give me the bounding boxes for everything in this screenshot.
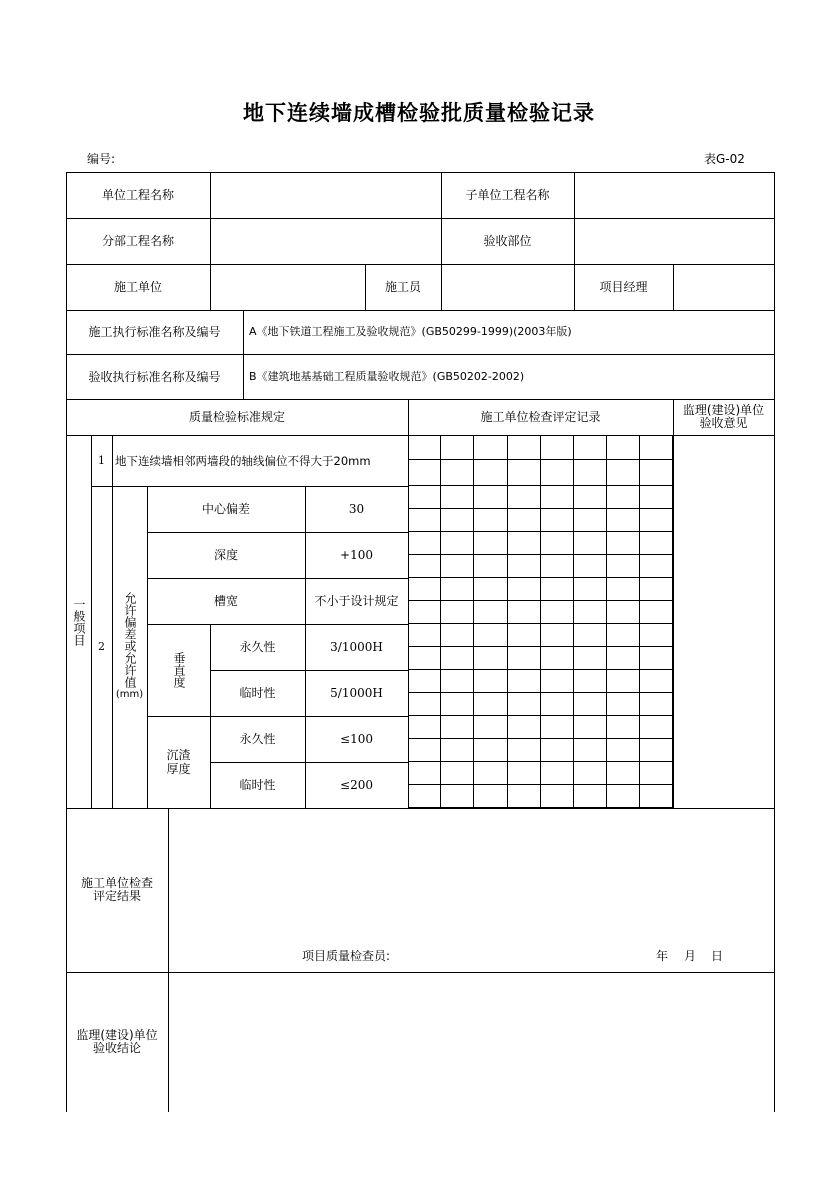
item1-text: 地下连续墙相邻两墙段的轴线偏位不得大于20mm (115, 453, 371, 468)
date-day: 日 (711, 949, 724, 963)
record-cell[interactable] (441, 601, 474, 624)
record-cell[interactable] (508, 716, 541, 739)
conclusion-label: 监理(建设)单位 验收结论 (76, 1028, 158, 1055)
record-cell[interactable] (541, 460, 574, 486)
record-cell[interactable] (541, 435, 574, 460)
record-cell[interactable] (408, 486, 441, 509)
supervision-opinion-line1: 监理(建设)单位 (682, 403, 765, 417)
record-cell[interactable] (541, 693, 574, 716)
record-cell[interactable] (408, 601, 441, 624)
record-cell[interactable] (640, 601, 673, 624)
record-cell[interactable] (408, 578, 441, 601)
date-year: 年 (656, 949, 669, 963)
result-label: 施工单位检查 评定结果 (80, 876, 153, 903)
record-cell[interactable] (607, 532, 640, 555)
record-cell[interactable] (408, 435, 441, 460)
record-cell[interactable] (474, 716, 508, 739)
record-cell[interactable] (408, 460, 441, 486)
record-cell[interactable] (474, 509, 508, 532)
record-cell[interactable] (574, 578, 607, 601)
record-cell[interactable] (640, 509, 673, 532)
record-cell[interactable] (640, 670, 673, 693)
record-cell[interactable] (474, 739, 508, 762)
record-cell[interactable] (408, 624, 441, 647)
record-cell[interactable] (508, 647, 541, 670)
record-cell[interactable] (441, 785, 474, 808)
verticality-temporary-name: 临时性 (239, 686, 276, 700)
record-cell[interactable] (508, 460, 541, 486)
verticality-label: 垂直度 (172, 652, 186, 688)
record-cell[interactable] (408, 670, 441, 693)
record-cell[interactable] (574, 435, 607, 460)
record-cell[interactable] (541, 509, 574, 532)
record-cell[interactable] (408, 693, 441, 716)
record-cell[interactable] (441, 739, 474, 762)
record-cell[interactable] (441, 460, 474, 486)
row-width-name: 槽宽 (213, 594, 238, 608)
division-project-field[interactable] (211, 219, 441, 264)
division-project-label: 分部工程名称 (101, 234, 174, 248)
row-depth-name: 深度 (213, 548, 238, 562)
row-width-value: 不小于设计规定 (314, 594, 399, 608)
record-cell[interactable] (441, 555, 474, 578)
row-depth-value: +100 (340, 548, 373, 562)
conclusion-field[interactable] (169, 973, 774, 1112)
supervision-opinion-line2: 验收意见 (699, 416, 748, 430)
record-cell[interactable] (640, 785, 673, 808)
record-cell[interactable] (607, 693, 640, 716)
constructor-field[interactable] (442, 265, 574, 310)
record-cell[interactable] (574, 739, 607, 762)
record-cell[interactable] (640, 624, 673, 647)
record-cell[interactable] (508, 670, 541, 693)
record-cell[interactable] (441, 486, 474, 509)
record-cell[interactable] (640, 486, 673, 509)
record-cell[interactable] (474, 578, 508, 601)
record-cell[interactable] (640, 739, 673, 762)
record-cell[interactable] (508, 785, 541, 808)
record-cell[interactable] (607, 555, 640, 578)
record-cell[interactable] (508, 693, 541, 716)
record-cell[interactable] (441, 532, 474, 555)
record-cell[interactable] (474, 435, 508, 460)
record-cell[interactable] (474, 762, 508, 785)
construction-unit-label: 施工单位 (113, 280, 162, 294)
record-cell[interactable] (474, 555, 508, 578)
record-cell[interactable] (508, 555, 541, 578)
sediment-permanent-value: ≤100 (340, 732, 373, 746)
record-cell[interactable] (640, 435, 673, 460)
verticality-permanent-name: 永久性 (239, 640, 276, 654)
record-cell[interactable] (408, 739, 441, 762)
record-cell[interactable] (441, 578, 474, 601)
record-cell[interactable] (474, 532, 508, 555)
record-cell[interactable] (508, 624, 541, 647)
record-cell[interactable] (640, 716, 673, 739)
record-cell[interactable] (441, 762, 474, 785)
sub-unit-project-field[interactable] (575, 173, 774, 218)
record-cell[interactable] (574, 555, 607, 578)
acceptance-standard-label: 验收执行标准名称及编号 (88, 369, 221, 384)
sediment-temporary-name: 临时性 (239, 778, 276, 792)
item2-group-label (112, 486, 147, 808)
record-cell[interactable] (541, 762, 574, 785)
record-cell[interactable] (541, 647, 574, 670)
record-cell[interactable] (607, 647, 640, 670)
record-cell[interactable] (607, 762, 640, 785)
construction-unit-field[interactable] (211, 265, 365, 310)
record-cell[interactable] (640, 555, 673, 578)
record-cell[interactable] (508, 762, 541, 785)
constructor-label: 施工员 (384, 280, 421, 294)
record-cell[interactable] (574, 785, 607, 808)
record-cell[interactable] (574, 509, 607, 532)
record-cell[interactable] (640, 578, 673, 601)
record-cell[interactable] (541, 601, 574, 624)
general-items-label: 一般项目 (72, 597, 86, 646)
record-cell[interactable] (574, 647, 607, 670)
record-cell[interactable] (607, 785, 640, 808)
acceptance-standard-value: B《建筑地基基础工程质量验收规范》(GB50202-2002) (249, 369, 525, 383)
record-cell[interactable] (508, 578, 541, 601)
project-manager-label: 项目经理 (599, 280, 648, 294)
record-cell[interactable] (441, 435, 474, 460)
sediment-temporary-value: ≤200 (340, 778, 373, 792)
serial-number-label: 编号: (87, 152, 116, 166)
form-title: 地下连续墙成槽检验批质量检验记录 (243, 101, 595, 125)
record-cell[interactable] (408, 532, 441, 555)
record-cell[interactable] (541, 716, 574, 739)
unit-project-label: 单位工程名称 (101, 188, 174, 202)
sediment-label: 沉渣 厚度 (166, 748, 191, 776)
record-cell[interactable] (640, 460, 673, 486)
item1-number: 1 (98, 453, 105, 467)
record-cell[interactable] (607, 716, 640, 739)
item2-group-text: 允许偏差或允许值 (123, 592, 137, 688)
record-cell[interactable] (541, 739, 574, 762)
record-cell[interactable] (574, 762, 607, 785)
record-cell[interactable] (441, 509, 474, 532)
record-cell[interactable] (607, 460, 640, 486)
record-cell[interactable] (474, 693, 508, 716)
inspector-label: 项目质量检查员: (302, 949, 391, 963)
item2-number: 2 (98, 640, 105, 653)
record-cell[interactable] (474, 647, 508, 670)
record-cell[interactable] (574, 601, 607, 624)
project-manager-field[interactable] (674, 265, 774, 310)
record-cell[interactable] (574, 624, 607, 647)
record-cell[interactable] (574, 460, 607, 486)
unit-project-field[interactable] (211, 173, 441, 218)
row-center-deviation-name: 中心偏差 (201, 502, 250, 516)
record-cell[interactable] (408, 785, 441, 808)
sub-unit-project-label: 子单位工程名称 (465, 188, 550, 202)
record-cell[interactable] (474, 785, 508, 808)
sediment-permanent-name: 永久性 (239, 732, 276, 746)
record-cell[interactable] (607, 624, 640, 647)
record-cell[interactable] (607, 509, 640, 532)
record-cell[interactable] (441, 716, 474, 739)
record-cell[interactable] (607, 578, 640, 601)
supervision-opinion-header (673, 399, 774, 435)
record-cell[interactable] (408, 647, 441, 670)
record-cell[interactable] (508, 739, 541, 762)
record-cell[interactable] (574, 693, 607, 716)
date-month: 月 (684, 949, 697, 963)
record-cell[interactable] (474, 460, 508, 486)
record-cell[interactable] (607, 486, 640, 509)
record-cell[interactable] (541, 578, 574, 601)
record-cell[interactable] (474, 486, 508, 509)
record-cell[interactable] (574, 670, 607, 693)
record-cell[interactable] (441, 647, 474, 670)
record-cell[interactable] (574, 716, 607, 739)
supervision-opinion-field[interactable] (674, 436, 774, 808)
record-cell[interactable] (474, 601, 508, 624)
record-cell[interactable] (640, 762, 673, 785)
acceptance-part-label: 验收部位 (483, 234, 532, 248)
record-cell[interactable] (640, 647, 673, 670)
record-cell[interactable] (441, 693, 474, 716)
record-cell[interactable] (508, 532, 541, 555)
record-cell[interactable] (541, 532, 574, 555)
record-cell[interactable] (541, 785, 574, 808)
record-cell[interactable] (574, 486, 607, 509)
record-cell[interactable] (541, 624, 574, 647)
record-cell[interactable] (640, 693, 673, 716)
record-cell[interactable] (474, 624, 508, 647)
record-cell[interactable] (474, 670, 508, 693)
record-cell[interactable] (607, 739, 640, 762)
verticality-permanent-value: 3/1000H (330, 640, 383, 654)
record-cell[interactable] (541, 486, 574, 509)
record-cell[interactable] (508, 509, 541, 532)
row-center-deviation-value: 30 (348, 502, 365, 516)
record-cell[interactable] (508, 601, 541, 624)
record-cell[interactable] (574, 532, 607, 555)
record-cell[interactable] (541, 555, 574, 578)
record-cell[interactable] (441, 670, 474, 693)
construction-standard-label: 施工执行标准名称及编号 (88, 325, 221, 339)
record-cell[interactable] (607, 435, 640, 460)
record-cell[interactable] (607, 670, 640, 693)
record-cell[interactable] (408, 509, 441, 532)
record-cell[interactable] (640, 532, 673, 555)
record-cell[interactable] (508, 435, 541, 460)
record-cell[interactable] (408, 555, 441, 578)
quality-standard-header: 质量检验标准规定 (188, 410, 285, 424)
construction-record-header: 施工单位检查评定记录 (480, 410, 601, 424)
construction-standard-value: A《地下铁道工程施工及验收规范》(GB50299-1999)(2003年版) (249, 325, 572, 338)
item2-group-unit: (mm) (115, 689, 144, 700)
record-cell[interactable] (508, 486, 541, 509)
acceptance-part-field[interactable] (575, 219, 774, 264)
form-code: 表G-02 (704, 152, 745, 166)
record-cell[interactable] (408, 762, 441, 785)
record-cell[interactable] (408, 716, 441, 739)
verticality-temporary-value: 5/1000H (330, 686, 383, 700)
record-cell[interactable] (607, 601, 640, 624)
record-cell[interactable] (441, 624, 474, 647)
record-cell[interactable] (541, 670, 574, 693)
